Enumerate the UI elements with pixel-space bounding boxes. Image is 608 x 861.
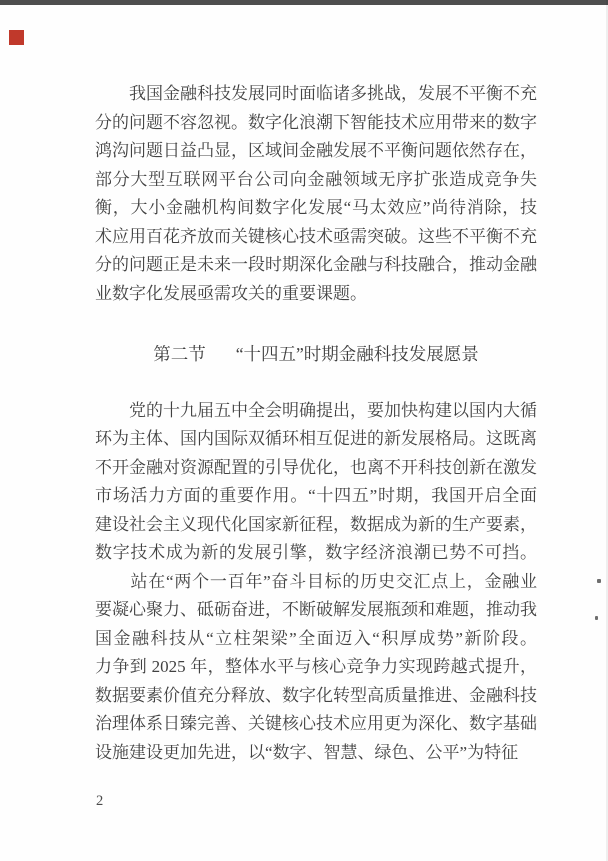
section-label: 第二节 bbox=[153, 344, 206, 364]
paragraph-challenges bbox=[95, 80, 537, 308]
text-line: 力争到 2025 年，整体水平与核心竞争力实现跨越式提升， bbox=[95, 657, 537, 676]
text-line: 不开金融对资源配置的引导优化，也离不开科技创新在激发 bbox=[95, 457, 537, 477]
page-body-text bbox=[95, 80, 537, 767]
text-line: 党的十九届五中全会明确提出，要加快构建以国内大循 bbox=[95, 400, 537, 420]
text-line: 分的问题不容忽视。数字化浪潮下智能技术应用带来的数字 bbox=[95, 112, 537, 132]
text-line: 建设社会主义现代化国家新征程，数据成为新的生产要素， bbox=[95, 514, 537, 534]
text-line: 数据要素价值充分释放、数字化转型高质量推进、金融科技 bbox=[95, 685, 537, 705]
section-title: “十四五”时期金融科技发展愿景 bbox=[235, 344, 479, 364]
scan-speck-icon bbox=[597, 579, 601, 583]
paragraph-plenum bbox=[95, 397, 537, 568]
text-line: 站在“两个一百年”奋斗目标的历史交汇点上，金融业 bbox=[95, 571, 537, 591]
scan-speck-icon bbox=[595, 616, 598, 620]
text-line: 业数字化发展亟需攻关的重要课题。 bbox=[95, 283, 367, 303]
text-line: 要凝心聚力、砥砺奋进，不断破解发展瓶颈和难题，推动我 bbox=[95, 600, 537, 619]
text-line: 术应用百花齐放而关键核心技术亟需突破。这些不平衡不充 bbox=[95, 226, 537, 246]
section-heading bbox=[95, 340, 537, 369]
text-line: 数字技术成为新的发展引擎，数字经济浪潮已势不可挡。 bbox=[95, 543, 537, 562]
text-line: 鸿沟问题日益凸显，区域间金融发展不平衡问题依然存在， bbox=[95, 141, 537, 160]
red-square-marker bbox=[9, 30, 24, 45]
text-line: 部分大型互联网平台公司向金融领域无序扩张造成竞争失 bbox=[95, 169, 537, 189]
page-number: 2 bbox=[96, 793, 104, 809]
text-line: 国金融科技从“立柱架梁”全面迈入“积厚成势”新阶段。 bbox=[95, 628, 537, 648]
text-line: 衡，大小金融机构间数字化发展“马太效应”尚待消除，技 bbox=[95, 198, 537, 217]
text-line: 治理体系日臻完善、关键核心技术应用更为深化、数字基础 bbox=[95, 714, 537, 733]
scan-edge-top-bar bbox=[0, 0, 608, 5]
text-line: 环为主体、国内国际双循环相互促进的新发展格局。这既离 bbox=[95, 429, 537, 448]
text-line: 我国金融科技发展同时面临诸多挑战，发展不平衡不充 bbox=[95, 84, 537, 103]
text-line: 分的问题正是未来一段时期深化金融与科技融合，推动金融 bbox=[95, 255, 537, 274]
paragraph-vision-2025 bbox=[95, 568, 537, 768]
text-line: 设施建设更加先进，以“数字、智慧、绿色、公平”为特征 bbox=[95, 742, 519, 762]
text-line: 市场活力方面的重要作用。“十四五”时期，我国开启全面 bbox=[95, 486, 537, 505]
